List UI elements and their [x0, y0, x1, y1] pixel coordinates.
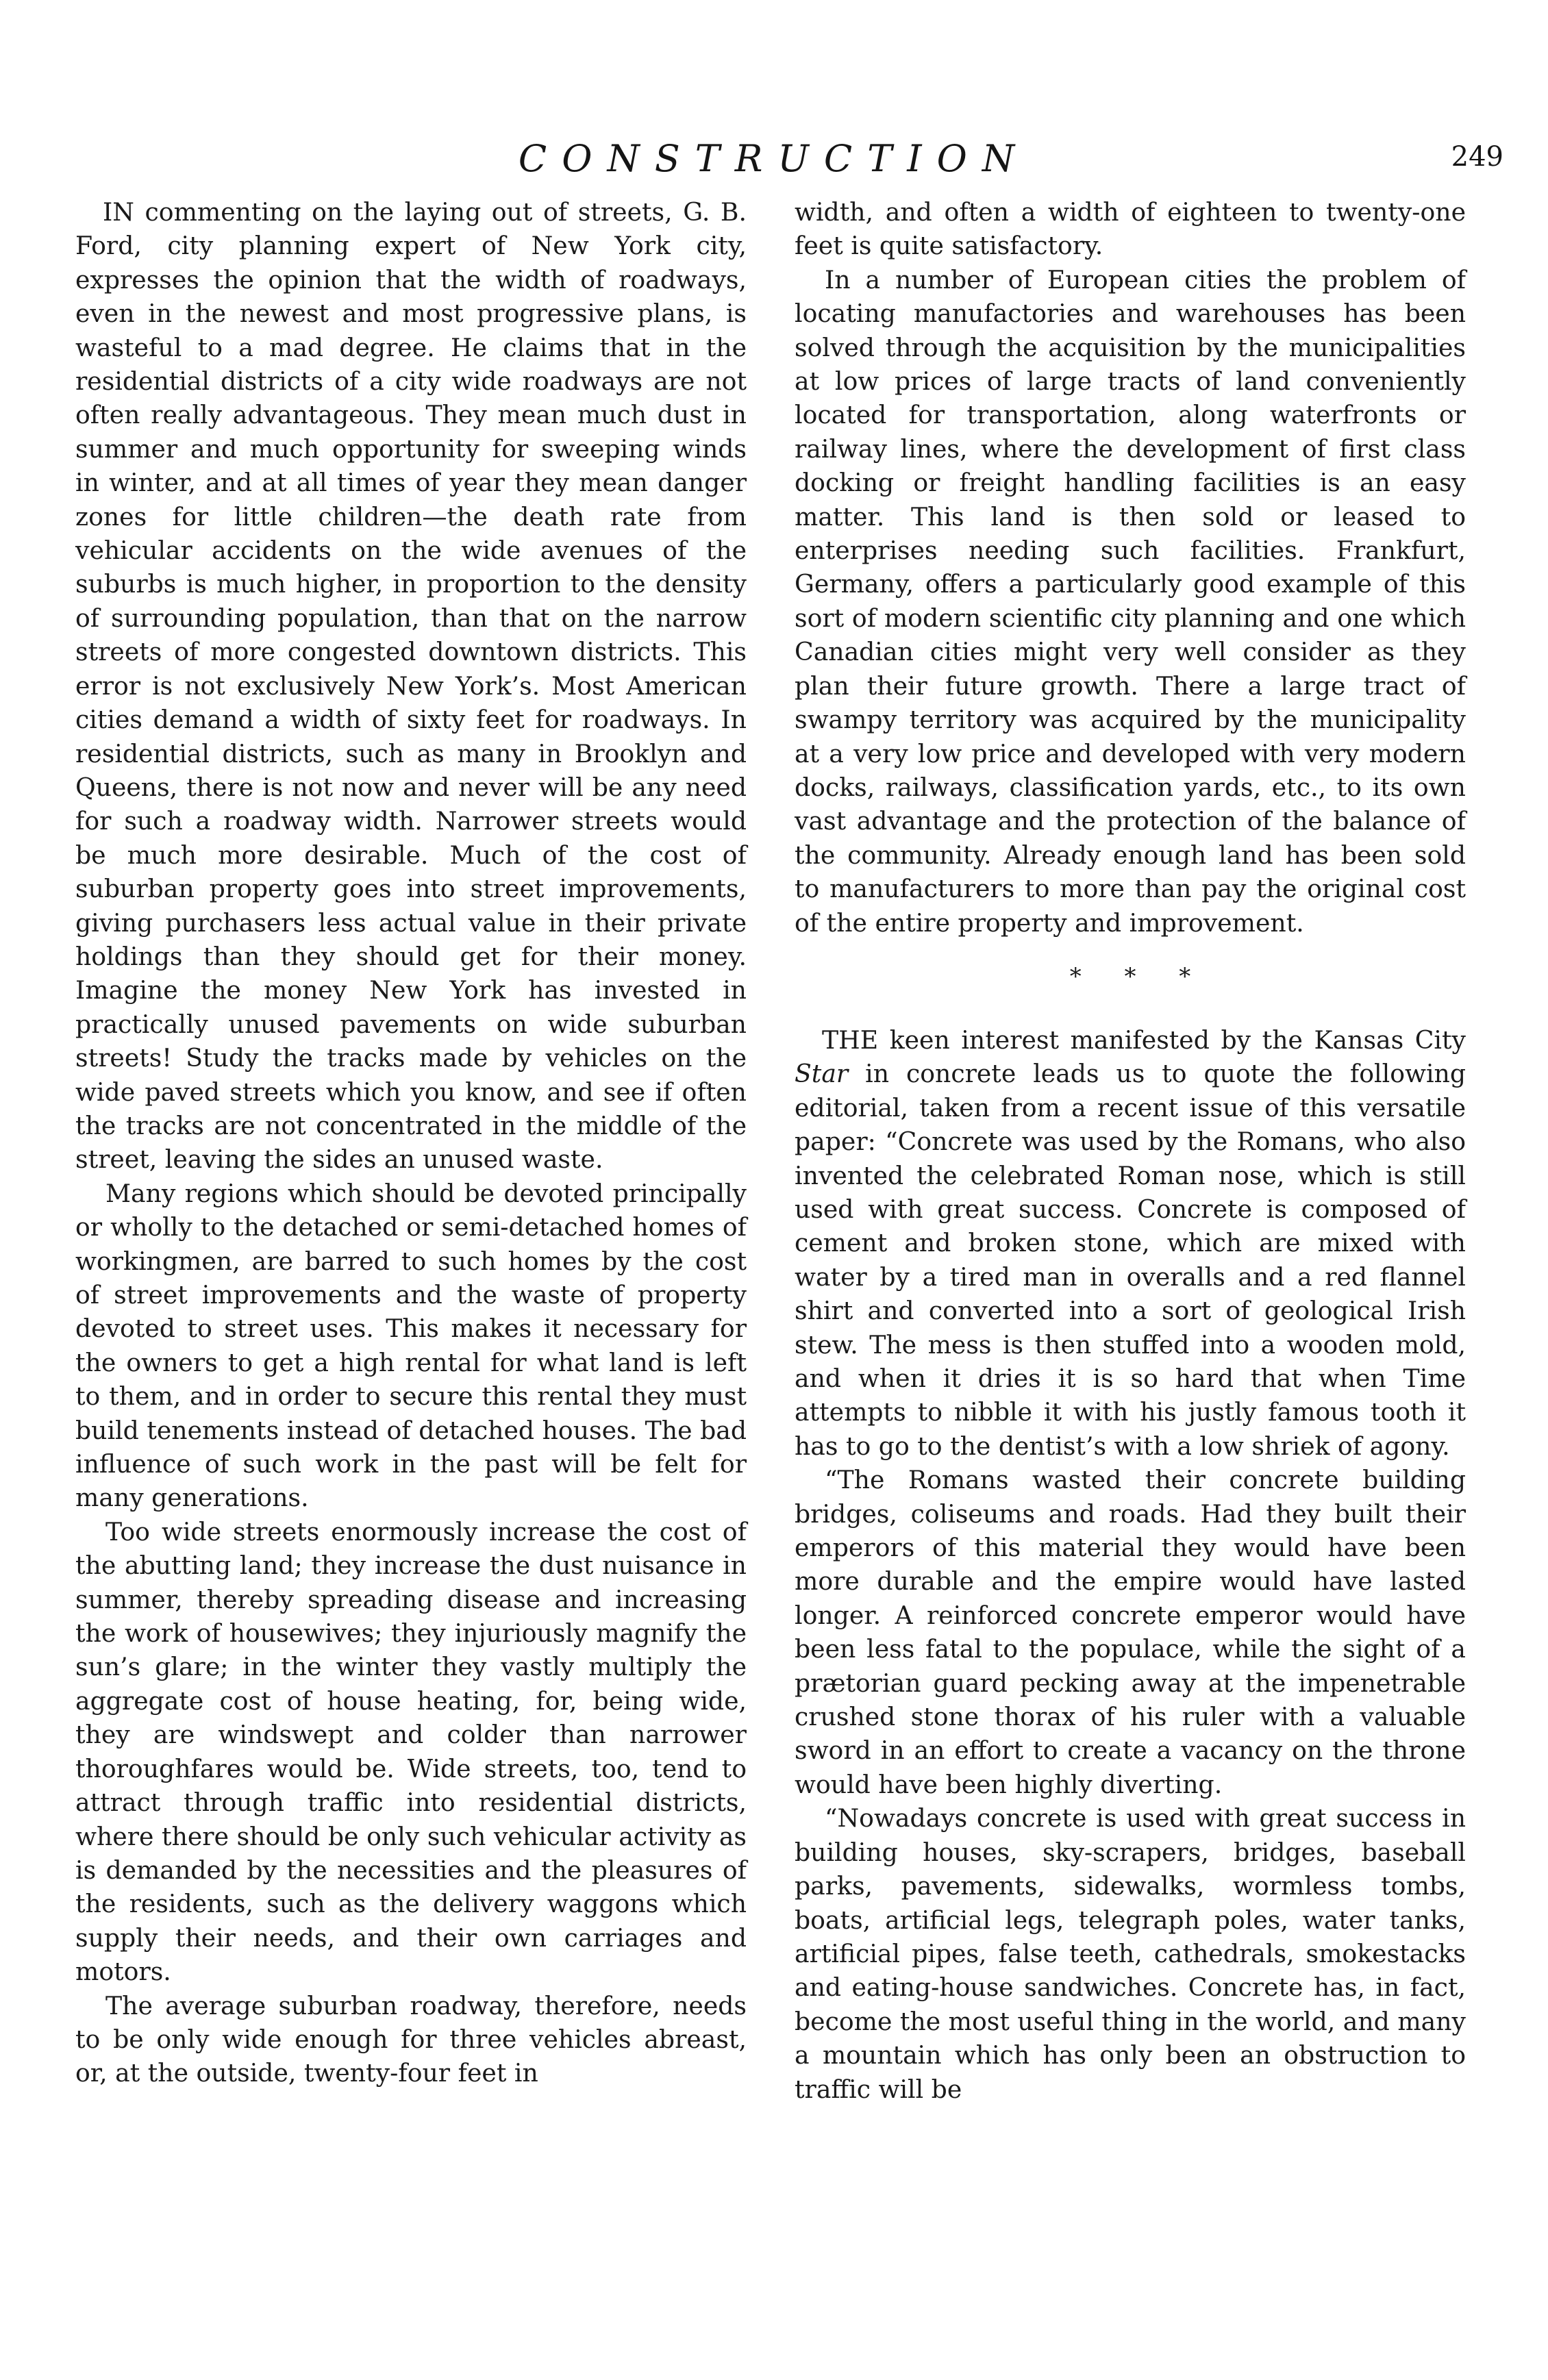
paragraph-average-roadway: The average suburban roadway, therefore, needs to be only wide enough for three vehicles abreast, or, at the outside, twenty-four feet in — [75, 1990, 747, 2088]
paragraph-nowadays-concrete: “Nowadays concrete is used with great success in building houses, sky-scrapers, bridges, baseball parks, pavements, sidewalks, wormless tombs, boats, artificial legs, telegraph poles, water tanks, artificial pipes, false teeth, cathedrals, smokestacks and eating-house sandwiches. Concrete has, in fact, become the most useful thing in the world, and many a mountain which has only been an obstruction to traffic will be — [795, 1803, 1466, 2104]
paragraph-too-wide-streets: Too wide streets enormously increase the cost of the abutting land; they increase the dust nuisance in summer, thereby spreading disease and increasing the work of housewives; they injuriously magnify the sun’s glare; in the winter they vastly multiply the aggregate cost of house heating, for, being wide, they are windswept and colder than narrower thoroughfares would be. Wide streets, too, tend to attract through traffic into residential districts, where there should be only such vehicular activity as is demanded by the necessities and the pleasures of the residents, such as the delivery waggons which supply their needs, and their own carriages and motors. — [75, 1516, 747, 1987]
paragraph-kansas-city-star — [795, 1023, 1466, 1463]
star-newspaper-name: Star — [795, 1059, 849, 1089]
page-number: 249 — [1451, 141, 1503, 173]
section-break: * * * — [1069, 962, 1209, 990]
paragraph-streets-intro: IN commenting on the laying out of streets, G. B. Ford, city planning expert of New York city, expresses the opinion that the width of roadways, even in the newest and most progressive plans, is wasteful to a mad degree. He claims that in the residential districts of a city wide roadways are not often really advantageous. They mean much dust in summer and much opportunity for sweeping winds in winter, and at all times of year they mean danger zones for little children—the death rate from vehicular accidents on the wide avenues of the suburbs is much higher, in proportion to the density of surrounding population, than that on the narrow streets of more congested downtown districts. This error is not exclusively New York’s. Most American cities demand a width of sixty feet for roadways. In residential districts, such as many in Brooklyn and Queens, there is not now and never will be any need for such a roadway width. Narrower streets would be much more desirable. Much of the cost of suburban property goes into street improvements, giving purchasers less actual value in their private holdings than they should get for their money. Imagine the money New York has invested in practically unused pavements on wide suburban streets! Study the tracks made by vehicles on the wide paved streets which you know, and see if often the tracks are not concentrated in the middle of the street, leaving the sides an unused waste. — [75, 197, 747, 1175]
paragraph-roadway-width-continued: width, and often a width of eighteen to twenty-one feet is quite satisfactory. — [795, 197, 1466, 261]
right-column — [795, 195, 1466, 2106]
paragraph-workingmen-homes: Many regions which should be devoted principally or wholly to the detached or semi-detached homes of workingmen, are barred to such homes by the cost of street improvements and the waste of property devoted to street uses. This makes it necessary for the owners to get a high rental for what land is left to them, and in order to secure this rental they must build tenements instead of detached houses. The bad influence of such work in the past will be felt for many generations. — [75, 1178, 747, 1513]
left-column — [75, 195, 747, 2090]
star-text-after: in concrete leads us to quote the following editorial, taken from a recent issue of this versatile paper: “Concrete was used by the Romans, who also invented the celebrated Roman nose, which is still used with great success. Concrete is composed of cement and broken stone, which are mixed with water by a tired man in overalls and a red flannel shirt and converted into a sort of geological Irish stew. The mess is then stuffed into a wooden mold, and when it dries it is so hard that when Time attempts to nibble it with his justly famous tooth it has to go to the dentist’s with a low shriek of agony. — [795, 1059, 1466, 1461]
running-title: CONSTRUCTION — [518, 137, 1030, 180]
star-text-before: THE keen interest manifested by the Kansas City — [822, 1025, 1466, 1055]
paragraph-european-cities: In a number of European cities the problem of locating manufactories and warehouses has been solved through the acquisition by the municipalities at low prices of large tracts of land conveniently located for transportation, along waterfronts or railway lines, where the development of first class docking or freight handling facilities is an easy matter. This land is then sold or leased to enterprises needing such facilities. Frankfurt, Germany, offers a particularly good example of this sort of modern scientific city planning and one which Canadian cities might very well consider as they plan their future growth. There a large tract of swampy territory was acquired by the municipality at a very low price and developed with very modern docks, railways, classification yards, etc., to its own vast advantage and the protection of the balance of the community. Already enough land has been sold to manufacturers to more than pay the original cost of the entire property and improvement. — [795, 264, 1466, 938]
paragraph-romans-wasted: “The Romans wasted their concrete building bridges, coliseums and roads. Had they built their emperors of this material they would have been more durable and the empire would have lasted longer. A reinforced concrete emperor would have been less fatal to the populace, while the sight of a prætorian guard pecking away at the impenetrable crushed stone thorax of his ruler with a valuable sword in an effort to create a vacancy on the throne would have been highly diverting. — [795, 1465, 1466, 1799]
